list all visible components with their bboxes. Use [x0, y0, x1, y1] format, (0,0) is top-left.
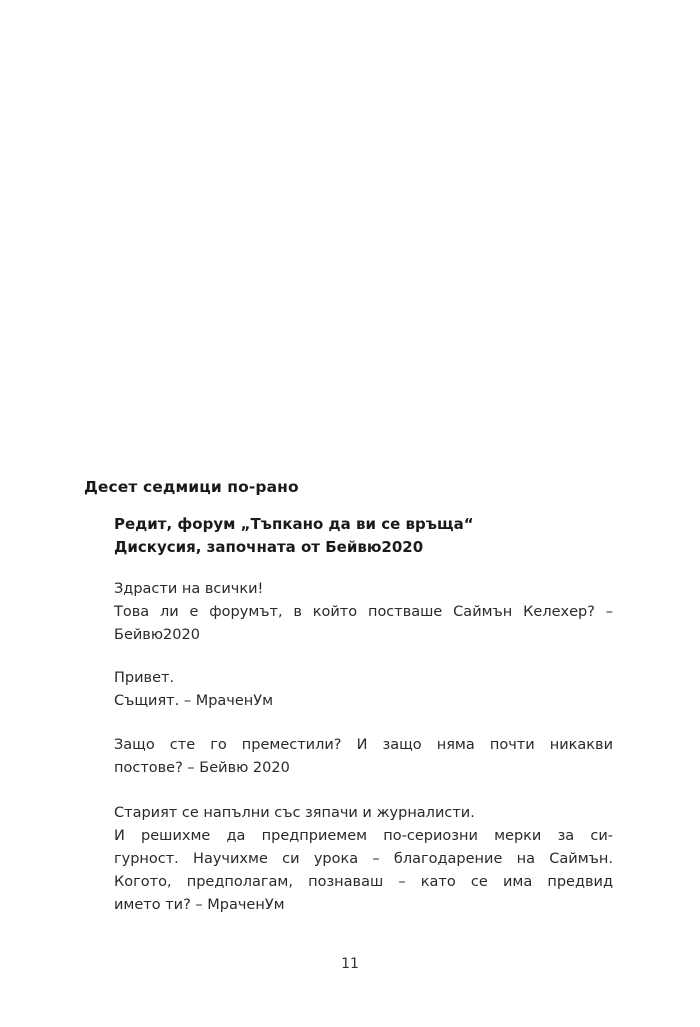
- forum-post: [114, 734, 613, 780]
- forum-post: [114, 667, 613, 713]
- post-line: гурност. Научихме си урока – благодарение на Саймън.: [114, 851, 613, 867]
- forum-title: Редит, форум „Тъпкано да ви се връща“: [114, 515, 474, 533]
- forum-header: [114, 513, 474, 559]
- post-line: И решихме да предприемем по-сериозни мерки за си-: [114, 828, 613, 844]
- chapter-heading: Десет седмици по-рано: [84, 478, 299, 496]
- post-line: Привет.: [114, 670, 175, 686]
- post-line: Това ли е форумът, в който постваше Саймън Келехер? –: [114, 604, 613, 620]
- discussion-starter: Дискусия, започната от Бейвю2020: [114, 538, 424, 556]
- forum-post: [114, 802, 613, 917]
- post-line: Защо сте го преместили? И защо няма почти никакви: [114, 737, 613, 753]
- post-line: Старият се напълни със зяпачи и журналисти.: [114, 805, 475, 821]
- post-line: името ти? – МраченУм: [114, 897, 285, 913]
- post-line: Когото, предполагам, познаваш – като се има предвид: [114, 874, 613, 890]
- page-number: 11: [341, 956, 359, 972]
- post-line: Бейвю2020: [114, 627, 200, 643]
- post-line: Същият. – МраченУм: [114, 693, 274, 709]
- forum-post: [114, 578, 613, 647]
- post-line: постове? – Бейвю 2020: [114, 760, 290, 776]
- post-line: Здрасти на всички!: [114, 581, 264, 597]
